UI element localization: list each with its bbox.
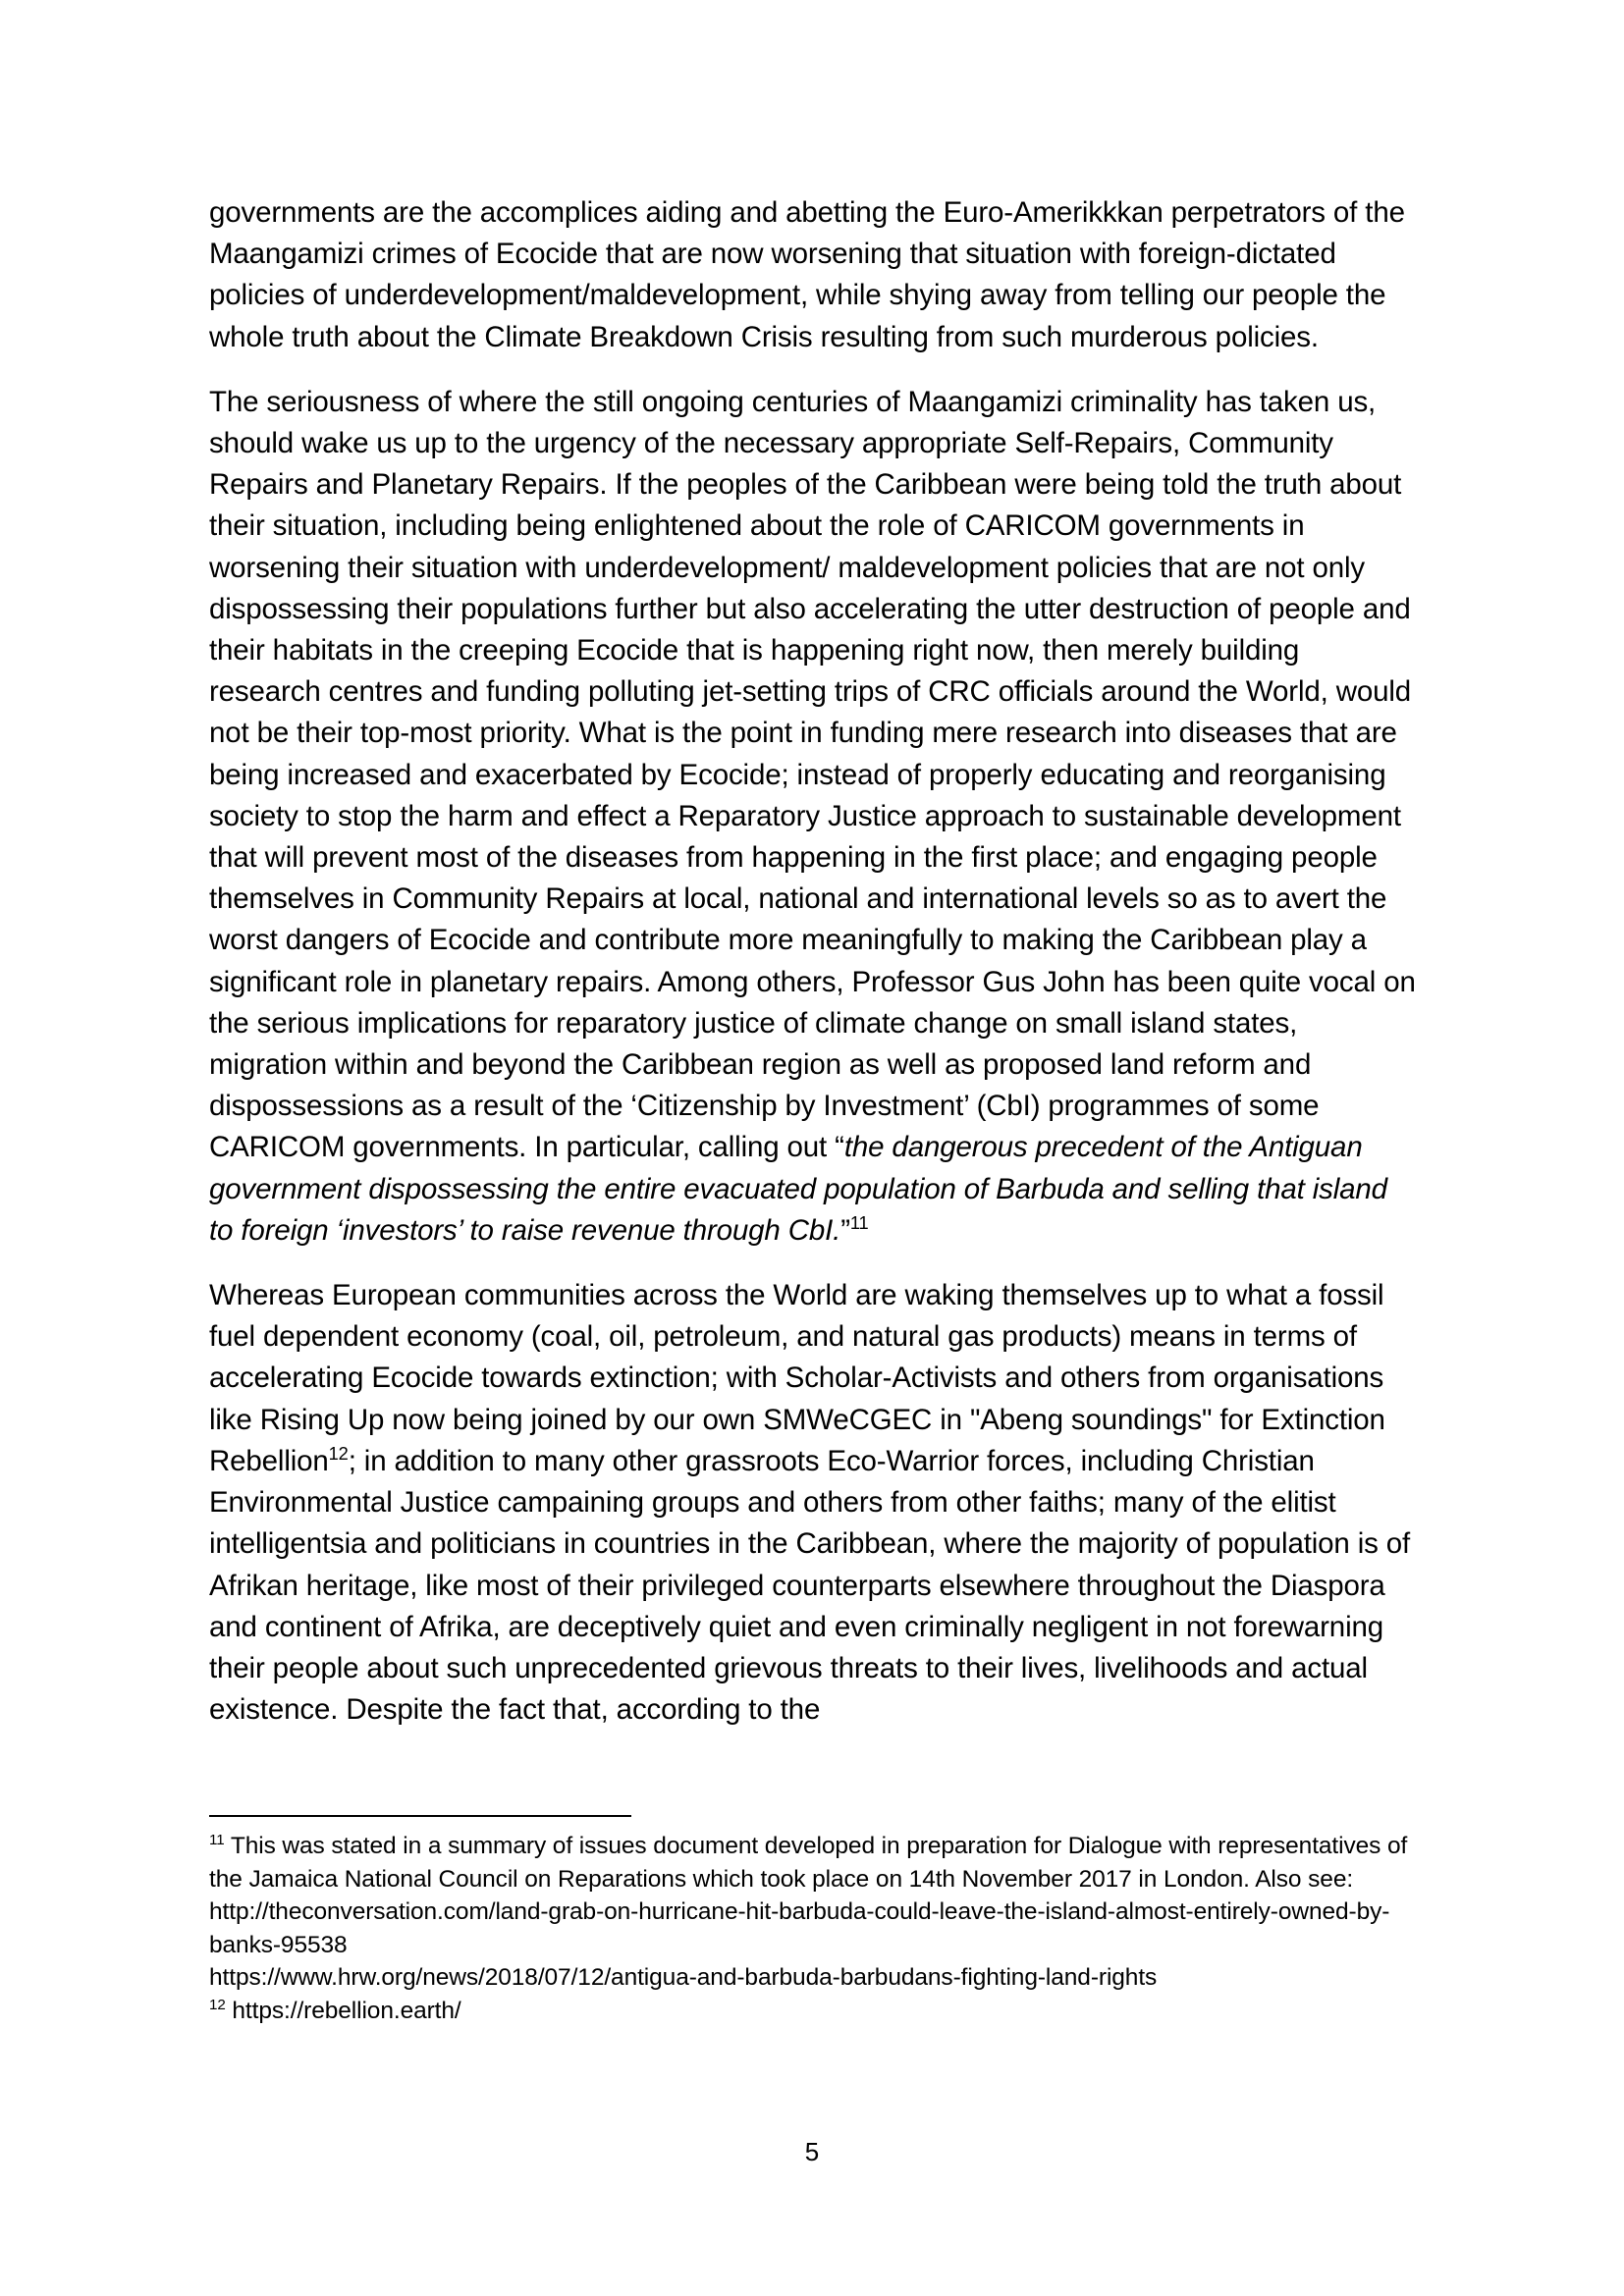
footnote-12-marker: 12 <box>209 1996 226 2013</box>
paragraph-3 <box>209 1275 1417 1731</box>
footnote-separator-rule <box>209 1815 631 1817</box>
paragraph-2 <box>209 382 1417 1252</box>
footnote-11-marker: 11 <box>209 1831 225 1848</box>
footnote-12-text[interactable]: https://rebellion.earth/ <box>225 1997 461 2024</box>
footnote-11-text: This was stated in a summary of issues document developed in preparation for Dialogue with representatives of the Jamaica National Council on Reparations which took place on 14th November 2017 in London. Also see: <box>209 1833 1408 1893</box>
paragraph-2-lead: The seriousness of where the still ongoing centuries of Maangamizi criminality has taken us, should wake us up to the urgency of the necessary appropriate Self-Repairs, Community Repairs and Planetary Repairs. If the peoples of the Caribbean were being told the truth about their situation, including being enlightened about the role of CARICOM governments in worsening their situation with underdevelopment/ maldevelopment policies that are not only dispossessing their populations further but also accelerating the utter destruction of people and their habitats in the creeping Ecocide that is happening right now, then merely building research centres and funding polluting jet-setting trips of CRC officials around the World, would not be their top-most priority. What is the point in funding mere research into diseases that are being increased and exacerbated by Ecocide; instead of properly educating and reorganising society to stop the harm and effect a Reparatory Justice approach to sustainable development that will prevent most of the diseases from happening in the first place; and engaging people themselves in Community Repairs at local, national and international levels so as to avert the worst dangers of Ecocide and contribute more meaningfully to making the Caribbean play a significant role in planetary repairs. Among others, Professor Gus John has been quite vocal on the serious implications for reparatory justice of climate change on small island states, migration within and beyond the Caribbean region as well as proposed land reform and dispossessions as a result of the ‘Citizenship by Investment’ (CbI) programmes of some CARICOM governments. In particular, calling out “ <box>209 385 1416 1164</box>
paragraph-1: governments are the accomplices aiding and abetting the Euro-Amerikkkan perpetrators of the Maangamizi crimes of Ecocide that are now worsening that situation with foreign-dictated policies of underdevelopment/maldevelopment, while shying away from telling our people the whole truth about the Climate Breakdown Crisis resulting from such murderous policies. <box>209 196 1405 353</box>
footnote-12 <box>209 1995 1417 2028</box>
paragraph-3-tail: ; in addition to many other grassroots Eco-Warrior forces, including Christian Environmental Justice campaining groups and others from other faiths; many of the elitist intelligentsia and politicians in countries in the Caribbean, where the majority of population is of Afrikan heritage, like most of their privileged counterparts elsewhere throughout the Diaspora and continent of Afrika, are deceptively quiet and even criminally negligent in not forewarning their people about such unprecedented grievous threats to their lives, livelihoods and actual existence. Despite the fact that, according to the <box>209 1444 1411 1727</box>
footnote-11-url-hrw[interactable]: https://www.hrw.org/news/2018/07/12/antigua-and-barbuda-barbudans-fighting-land-rights <box>209 1964 1158 1991</box>
footnote-reference-11[interactable]: 11 <box>849 1212 869 1234</box>
footnote-11-url-theconversation[interactable]: http://theconversation.com/land-grab-on-hurricane-hit-barbuda-could-leave-the-island-almost-entirely-owned-by-banks-95538 <box>209 1898 1390 1958</box>
paragraph-3-lead: Whereas European communities across the World are waking themselves up to what a fossil fuel dependent economy (coal, oil, petroleum, and natural gas products) means in terms of accelerating Ecocide towards extinction; with Scholar-Activists and others from organisations like Rising Up now being joined by our own SMWeCGEC in "Abeng soundings" for Extinction Rebellion <box>209 1279 1385 1477</box>
footnote-reference-12[interactable]: 12 <box>328 1443 349 1465</box>
page-body <box>209 192 1417 1731</box>
paragraph-2-close-quote: ” <box>840 1213 850 1247</box>
footnote-11 <box>209 1830 1417 1896</box>
footnote-area <box>209 1815 1417 2027</box>
page-number: 5 <box>804 2137 820 2166</box>
paragraph-2-quote: the dangerous precedent of the Antiguan government dispossessing the entire evacuated population of Barbuda and selling that island to foreign ‘investors’ to raise revenue through CbI. <box>209 1131 1387 1247</box>
